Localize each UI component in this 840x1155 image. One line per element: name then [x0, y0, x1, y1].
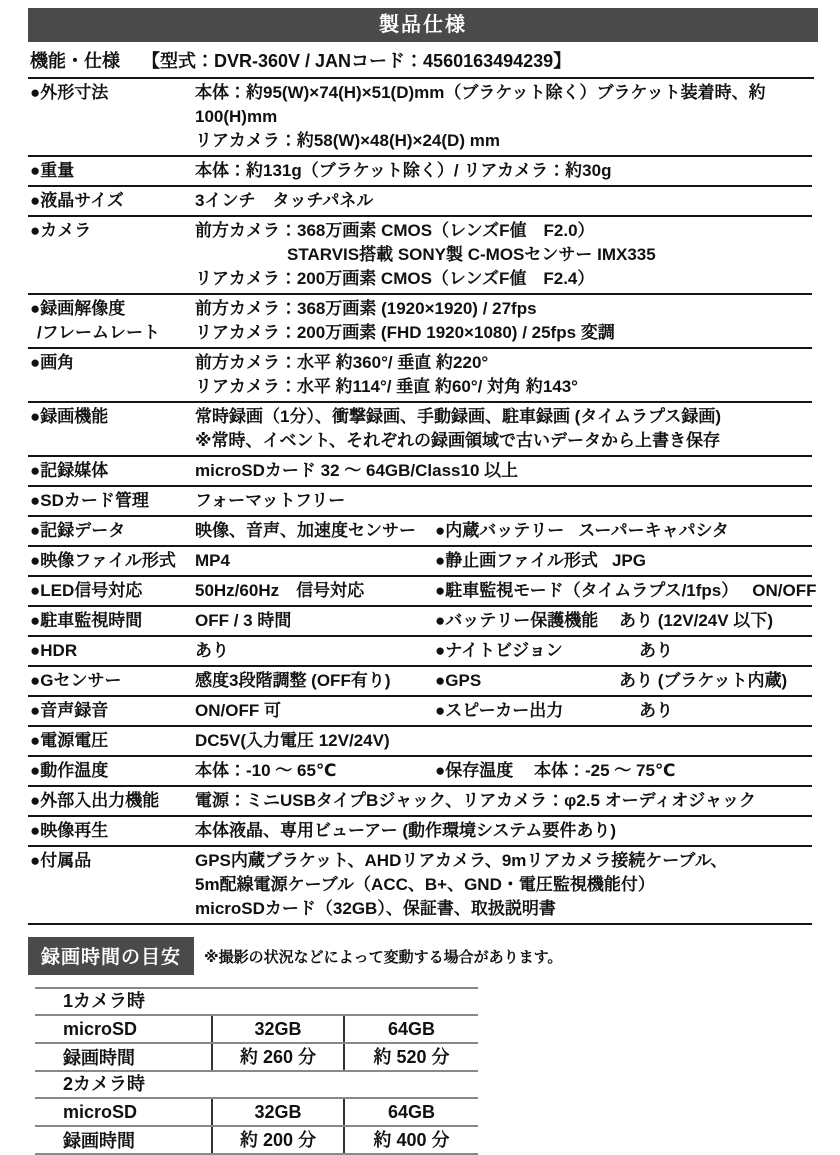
spec-value-line: microSDカード（32GB）、保証書、取扱説明書	[195, 899, 556, 918]
spec-value: あり	[195, 641, 229, 660]
spec-value	[195, 219, 812, 291]
spec-value: ON/OFF 可	[195, 701, 281, 720]
spec-value-line: リアカメラ：約58(W)×48(H)×24(D) mm	[195, 131, 500, 150]
recording-time-note: ※撮影の状況などによって変動する場合があります。	[204, 948, 563, 966]
spec-row-dimensions	[28, 79, 812, 157]
spec-row-accessories	[28, 847, 812, 925]
spec-label	[30, 297, 195, 345]
spec-value	[195, 297, 812, 345]
row-header-recording-time: 録画時間	[63, 1131, 135, 1151]
cell-minutes-32gb: 約 200 分	[211, 1127, 343, 1153]
cell-minutes-32gb: 約 260 分	[211, 1044, 343, 1070]
spec-label: ●SDカード管理	[30, 491, 149, 510]
spec-value-right: あり (ブラケット内蔵)	[619, 671, 788, 690]
spec-value: OFF / 3 時間	[195, 611, 292, 630]
spec-row-recorded-data	[28, 517, 812, 547]
spec-value-line: リアカメラ：200万画素 CMOS（レンズF値 F2.4）	[195, 269, 595, 288]
row-header-recording-time: 録画時間	[63, 1048, 135, 1068]
spec-row-power-voltage	[28, 727, 812, 757]
spec-row-resolution-framerate	[28, 295, 812, 349]
spec-row-sd-management	[28, 487, 812, 517]
spec-row-led-signal	[28, 577, 817, 607]
row-header-microsd: microSD	[63, 1018, 138, 1039]
table-row	[35, 1016, 478, 1044]
spec-label-right: ●バッテリー保護機能	[435, 611, 599, 630]
table-row	[35, 1127, 478, 1155]
spec-table	[28, 79, 817, 925]
cell-32gb: 32GB	[211, 1016, 343, 1042]
cell-32gb: 32GB	[211, 1099, 343, 1125]
spec-value: 感度3段階調整 (OFF有り)	[195, 671, 391, 690]
spec-row-g-sensor	[28, 667, 812, 697]
spec-value: 本体：-10 ～ 65℃	[195, 761, 337, 780]
spec-row-media	[28, 457, 812, 487]
spec-value: MP4	[195, 551, 230, 570]
spec-value-right: あり	[639, 641, 673, 660]
cell-minutes-64gb: 約 520 分	[343, 1044, 478, 1070]
spec-row-recording-functions	[28, 403, 812, 457]
spec-value-line: GPS内蔵ブラケット、AHDリアカメラ、9mリアカメラ接続ケーブル、	[195, 851, 728, 870]
table-section-1-camera: 1カメラ時	[35, 989, 478, 1016]
spec-row-camera	[28, 217, 812, 295]
spec-label-right: ●静止画ファイル形式	[435, 551, 598, 570]
spec-row-operating-temp	[28, 757, 812, 787]
spec-value: microSDカード 32 ～ 64GB/Class10 以上	[195, 461, 519, 480]
spec-value: 本体：約131g（ブラケット除く）/ リアカメラ：約30g	[195, 161, 612, 180]
spec-value-right: あり (12V/24V 以下)	[619, 611, 773, 630]
spec-value	[195, 81, 812, 153]
spec-label: ●Gセンサー	[30, 671, 122, 690]
spec-value: 3インチ タッチパネル	[195, 191, 374, 210]
spec-value: フォーマットフリー	[195, 491, 346, 510]
spec-label: ●電源電圧	[30, 731, 109, 750]
spec-row-playback	[28, 817, 812, 847]
spec-label: ●重量	[30, 161, 75, 180]
spec-value: 映像、音声、加速度センサー	[195, 521, 416, 540]
spec-label: ●HDR	[30, 641, 78, 660]
spec-row-lcd-size	[28, 187, 812, 217]
spec-value-line: 5m配線電源ケーブル（ACC、B+、GND・電圧監視機能付）	[195, 875, 655, 894]
spec-label-right: ●駐車監視モード（タイムラプス/1fps）	[435, 581, 739, 600]
spec-value: DC5V(入力電圧 12V/24V)	[195, 731, 390, 750]
spec-label-line: ●録画解像度	[30, 299, 126, 318]
spec-value-line: 本体：約95(W)×74(H)×51(D)mm（ブラケット除く）ブラケット装着時、約100(H)mm	[195, 83, 766, 126]
spec-value-right: あり	[639, 701, 673, 720]
spec-label: ●液晶サイズ	[30, 191, 124, 210]
spec-row-view-angle	[28, 349, 812, 403]
spec-label: ●外部入出力機能	[30, 791, 160, 810]
spec-value-line: 前方カメラ：水平 約360°/ 垂直 約220°	[195, 353, 489, 372]
spec-row-external-io	[28, 787, 812, 817]
spec-value: 本体液晶、専用ビューアー (動作環境システム要件あり)	[195, 821, 616, 840]
spec-label-right: ●内蔵バッテリー	[435, 521, 565, 540]
spec-label: ●駐車監視時間	[30, 611, 143, 630]
spec-value-right: ON/OFF	[752, 581, 817, 600]
table-row	[35, 1099, 478, 1127]
row-header-microsd: microSD	[63, 1101, 138, 1122]
spec-value	[195, 849, 812, 921]
spec-label-right: ●保存温度	[435, 761, 514, 780]
spec-value	[195, 405, 812, 453]
recording-time-header	[28, 937, 818, 975]
spec-label: ●映像再生	[30, 821, 109, 840]
table-section-2-camera: 2カメラ時	[35, 1072, 478, 1099]
spec-label-right: ●GPS	[435, 671, 482, 690]
spec-label: ●映像ファイル形式	[30, 551, 176, 570]
page-title: 製品仕様	[28, 8, 818, 42]
spec-label: ●外形寸法	[30, 83, 109, 102]
spec-value-right: JPG	[611, 551, 646, 570]
recording-time-table	[35, 987, 478, 1155]
spec-row-parking-time	[28, 607, 812, 637]
spec-value-line: 前方カメラ：368万画素 (1920×1920) / 27fps	[195, 299, 537, 318]
spec-value: 電源：ミニUSBタイプBジャック、リアカメラ：φ2.5 オーディオジャック	[195, 791, 756, 810]
spec-value-right: 本体：-25 ～ 75℃	[534, 761, 676, 780]
spec-label: ●LED信号対応	[30, 581, 143, 600]
model-line	[28, 42, 814, 79]
spec-value-line: リアカメラ：200万画素 (FHD 1920×1080) / 25fps 変調	[195, 323, 615, 342]
spec-label: ●記録媒体	[30, 461, 109, 480]
spec-value-line: リアカメラ：水平 約114°/ 垂直 約60°/ 対角 約143°	[195, 377, 578, 396]
spec-label-right: ●スピーカー出力	[435, 701, 564, 720]
spec-label: ●音声録音	[30, 701, 109, 720]
spec-value	[195, 351, 812, 399]
spec-row-hdr	[28, 637, 812, 667]
cell-minutes-64gb: 約 400 分	[343, 1127, 478, 1153]
spec-label: ●記録データ	[30, 521, 126, 540]
spec-label: ●動作温度	[30, 761, 109, 780]
spec-label: ●カメラ	[30, 221, 92, 240]
spec-value: 50Hz/60Hz 信号対応	[195, 581, 365, 600]
spec-value-line: ※常時、イベント、それぞれの録画領域で古いデータから上書き保存	[195, 431, 720, 450]
spec-value-line: 前方カメラ：368万画素 CMOS（レンズF値 F2.0）	[195, 221, 595, 240]
cell-64gb: 64GB	[343, 1099, 478, 1125]
spec-label-line: /フレームレート	[37, 323, 161, 342]
spec-label: ●画角	[30, 353, 75, 372]
spec-label: ●録画機能	[30, 407, 109, 426]
spec-value-line: 常時録画（1分）、衝撃録画、手動録画、駐車録画 (タイムラプス録画)	[195, 407, 721, 426]
recording-time-badge: 録画時間の目安	[28, 937, 194, 975]
model-line-label: 機能・仕様	[30, 51, 120, 71]
spec-value-right: スーパーキャパシタ	[578, 521, 729, 540]
spec-row-video-format	[28, 547, 812, 577]
spec-label: ●付属品	[30, 851, 92, 870]
spec-value-line: STARVIS搭載 SONY製 C-MOSセンサー IMX335	[287, 245, 656, 264]
table-row	[35, 1044, 478, 1072]
cell-64gb: 64GB	[343, 1016, 478, 1042]
model-number: 【型式：DVR-360V / JANコード：4560163494239】	[142, 51, 572, 71]
spec-row-audio-recording	[28, 697, 812, 727]
spec-row-weight	[28, 157, 812, 187]
spec-label-right: ●ナイトビジョン	[435, 641, 563, 660]
